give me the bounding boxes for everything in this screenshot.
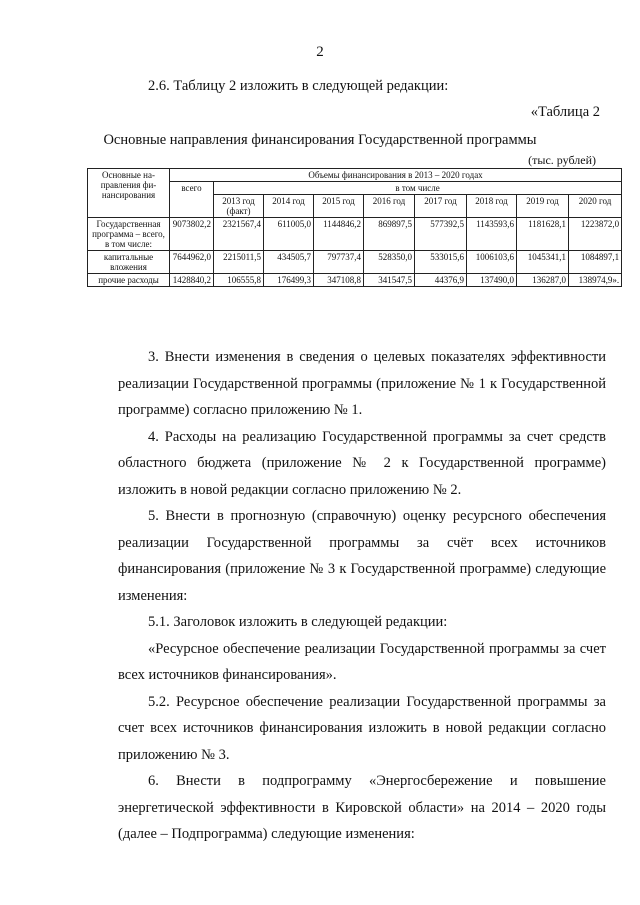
- header-year: 2020 год: [569, 195, 622, 218]
- table-cell: 106555,8: [214, 274, 264, 287]
- table-title: Основные направления финансирования Государственной программы: [103, 132, 537, 148]
- table-cell: 533015,6: [415, 251, 467, 274]
- paragraph-5-1: 5.1. Заголовок изложить в следующей редакции:: [148, 614, 448, 630]
- section-intro: 2.6. Таблицу 2 изложить в следующей редакции:: [148, 78, 449, 94]
- table-cell: 1181628,1: [517, 218, 569, 251]
- header-year: 2014 год: [264, 195, 314, 218]
- table-cell: 2321567,4: [214, 218, 264, 251]
- table-cell: 136287,0: [517, 274, 569, 287]
- table-cell: 347108,8: [314, 274, 364, 287]
- table-cell: 1223872,0: [569, 218, 622, 251]
- row-label: капитальные вложения: [88, 251, 170, 274]
- paragraph-5: 5. Внести в прогнозную (справочную) оценку ресурсного обеспечения реализации Государственной программы за счёт всех источников финансирования (приложение № 3 к Государственной программе) следующие изменения:: [118, 508, 606, 604]
- row-label: прочие расходы: [88, 274, 170, 287]
- header-total: всего: [170, 182, 214, 218]
- units-label: (тыс. рублей): [528, 153, 596, 167]
- paragraph-5-2: 5.2. Ресурсное обеспечение реализации Государственной программы за счет всех источников финансирования изложить в новой редакции согласно приложению № 3.: [118, 693, 606, 763]
- table-cell: 341547,5: [364, 274, 415, 287]
- table-cell: 137490,0: [467, 274, 517, 287]
- table-cell: 797737,4: [314, 251, 364, 274]
- table-row: [88, 274, 622, 287]
- row-label: Государственная программа – всего, в том числе:: [88, 218, 170, 251]
- table-cell: 176499,3: [264, 274, 314, 287]
- body-text: [118, 344, 606, 848]
- header-incl: в том числе: [214, 182, 622, 195]
- financing-table: [87, 168, 622, 287]
- header-year: 2019 год: [517, 195, 569, 218]
- table-cell: 7644962,0: [170, 251, 214, 274]
- table-cell: 528350,0: [364, 251, 415, 274]
- paragraph-6: 6. Внести в подпрограмму «Энергосбережение и повышение энергетической эффективности в Кировской области» на 2014 – 2020 годы (далее – Подпрограмма) следующие изменения:: [118, 773, 606, 842]
- header-year: 2016 год: [364, 195, 415, 218]
- header-volume-span: Объемы финансирования в 2013 – 2020 годах: [170, 169, 622, 182]
- table-cell: 577392,5: [415, 218, 467, 251]
- table-cell: 1428840,2: [170, 274, 214, 287]
- header-directions: Основные на-правления фи-нансирования: [88, 169, 170, 218]
- paragraph-4: 4. Расходы на реализацию Государственной программы за счет средств областного бюджета (приложение № 2 к Государственной программе) изложить в новой редакции согласно приложению № 2.: [118, 428, 606, 498]
- table-cell: 138974,9».: [569, 274, 622, 287]
- table-cell: 1084897,1: [569, 251, 622, 274]
- paragraph-5-1-quote: «Ресурсное обеспечение реализации Государственной программы за счет всех источников финансирования».: [118, 640, 606, 683]
- table-row: [88, 218, 622, 251]
- table-cell: 1143593,6: [467, 218, 517, 251]
- header-year: 2015 год: [314, 195, 364, 218]
- table-cell: 434505,7: [264, 251, 314, 274]
- page-number: 2: [316, 44, 324, 60]
- table-cell: 869897,5: [364, 218, 415, 251]
- header-year: 2018 год: [467, 195, 517, 218]
- paragraph-3: 3. Внести изменения в сведения о целевых показателях эффективности реализации Государственной программы (приложение № 1 к Государственной программе) согласно приложению № 1.: [118, 349, 606, 418]
- table-cell: 611005,0: [264, 218, 314, 251]
- table-cell: 1045341,1: [517, 251, 569, 274]
- header-year: 2013 год (факт): [214, 195, 264, 218]
- table-cell: 44376,9: [415, 274, 467, 287]
- table-cell: 9073802,2: [170, 218, 214, 251]
- table-cell: 2215011,5: [214, 251, 264, 274]
- table-row: [88, 251, 622, 274]
- table-cell: 1144846,2: [314, 218, 364, 251]
- table-cell: 1006103,6: [467, 251, 517, 274]
- table-label: «Таблица 2: [530, 104, 600, 120]
- header-year: 2017 год: [415, 195, 467, 218]
